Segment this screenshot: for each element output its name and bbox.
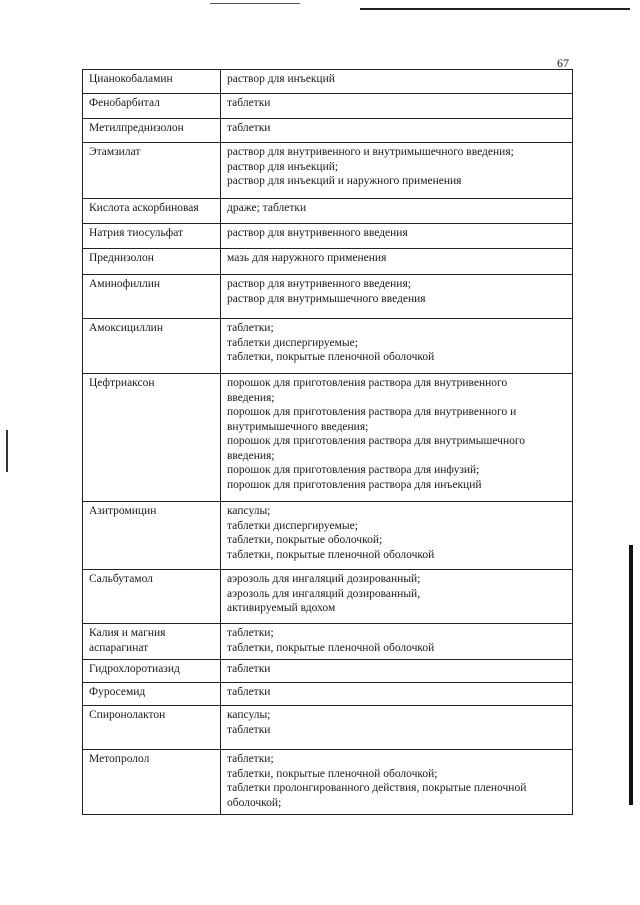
table-row <box>83 502 573 570</box>
dosage-form-cell <box>221 660 573 683</box>
dosage-form-text: раствор для внутривенного введения <box>227 227 408 239</box>
drug-name-text: Гидрохлоротиазид <box>89 663 180 675</box>
drug-name-text: Фуросемид <box>89 686 146 698</box>
dosage-form-text: таблетки; <box>227 753 274 765</box>
dosage-form-cell <box>221 706 573 750</box>
dosage-form-text: таблетки диспергируемые; <box>227 519 358 532</box>
dosage-form-cell <box>221 199 573 224</box>
dosage-form-text: таблетки диспергируемые; <box>227 336 358 349</box>
drug-name-cell <box>83 143 221 199</box>
scan-artifact-bar <box>629 545 633 805</box>
dosage-form-text: раствор для инъекций и наружного применения <box>227 175 462 187</box>
dosage-form-text: таблетки, покрытые оболочкой; <box>227 534 383 546</box>
drug-name-text: Цианокобаламин <box>89 73 173 85</box>
dosage-form-text: мазь для наружного применения <box>227 252 387 264</box>
drug-name-text: Сальбутамол <box>89 573 153 585</box>
drug-table <box>82 69 573 815</box>
dosage-form-cell <box>221 750 573 815</box>
dosage-form-text: таблетки <box>227 686 271 698</box>
table-row <box>83 94 573 119</box>
dosage-form-text: таблетки <box>227 723 271 736</box>
dosage-form-text: раствор для внутривенного введения; <box>227 278 411 290</box>
dosage-form-cell <box>221 94 573 119</box>
drug-name-text: Метопролол <box>89 753 150 765</box>
dosage-form-text: раствор для внутривенного и внутримышечного введения; <box>227 146 514 158</box>
drug-name-text: аспарагинат <box>89 641 149 654</box>
dosage-form-text: таблетки, покрытые пленочной оболочкой; <box>227 767 438 780</box>
drug-name-text: Спиронолактон <box>89 709 166 721</box>
dosage-form-text: аэрозоль для ингаляций дозированный, <box>227 587 421 600</box>
drug-name-cell <box>83 570 221 624</box>
table-row <box>83 249 573 275</box>
drug-name-text: Калия и магния <box>89 627 166 639</box>
dosage-form-text: порошок для приготовления раствора для внутривенного и <box>227 406 517 418</box>
dosage-form-text: порошок для приготовления раствора для внутримышечного <box>227 435 526 447</box>
table-row <box>83 70 573 94</box>
drug-name-text: Амоксициллин <box>89 322 163 334</box>
dosage-form-text: активируемый вдохом <box>227 602 336 614</box>
dosage-form-text: введения; <box>227 449 275 462</box>
table-row <box>83 319 573 374</box>
drug-name-cell <box>83 374 221 502</box>
dosage-form-cell <box>221 224 573 249</box>
dosage-form-text: таблетки <box>227 663 271 675</box>
dosage-form-cell <box>221 624 573 660</box>
drug-name-cell <box>83 750 221 815</box>
drug-name-cell <box>83 319 221 374</box>
drug-name-cell <box>83 706 221 750</box>
drug-name-cell <box>83 199 221 224</box>
table-row <box>83 119 573 143</box>
dosage-form-text: таблетки пролонгированного действия, покрытые пленочной <box>227 782 527 794</box>
dosage-form-text: оболочкой; <box>227 796 282 809</box>
table-row <box>83 199 573 224</box>
dosage-form-text: порошок для приготовления раствора для инфузий; <box>227 464 480 476</box>
drug-name-text: Преднизолон <box>89 252 154 264</box>
page-number: 67 <box>557 56 569 70</box>
dosage-form-cell <box>221 683 573 706</box>
table-row <box>83 660 573 683</box>
dosage-form-text: таблетки; <box>227 322 274 334</box>
dosage-form-text: таблетки, покрытые пленочной оболочкой <box>227 641 435 654</box>
drug-name-cell <box>83 249 221 275</box>
dosage-form-cell <box>221 143 573 199</box>
dosage-form-text: капсулы; <box>227 505 271 517</box>
drug-name-text: Натрия тиосульфат <box>89 227 184 239</box>
dosage-form-text: порошок для приготовления раствора для инъекций <box>227 478 482 491</box>
dosage-form-text: таблетки; <box>227 627 274 639</box>
drug-name-text: Цефтриаксон <box>89 377 155 389</box>
dosage-form-text: капсулы; <box>227 709 271 721</box>
scan-artifact-line <box>210 3 300 4</box>
drug-name-cell <box>83 119 221 143</box>
dosage-form-cell <box>221 502 573 570</box>
drug-name-cell <box>83 624 221 660</box>
drug-name-text: Кислота аскорбиновая <box>89 202 199 214</box>
table-row <box>83 570 573 624</box>
dosage-form-cell <box>221 70 573 94</box>
dosage-form-text: таблетки, покрытые пленочной оболочкой <box>227 351 435 363</box>
dosage-form-text: драже; таблетки <box>227 202 307 214</box>
drug-name-text: Фенобарбитал <box>89 97 160 109</box>
dosage-form-text: порошок для приготовления раствора для внутривенного <box>227 377 508 389</box>
scan-artifact-mark <box>6 430 8 472</box>
dosage-form-text: аэрозоль для ингаляций дозированный; <box>227 573 421 585</box>
dosage-form-text: таблетки <box>227 122 271 134</box>
drug-name-text: Азитромицин <box>89 505 157 517</box>
dosage-form-cell <box>221 275 573 319</box>
table-row <box>83 143 573 199</box>
drug-name-cell <box>83 683 221 706</box>
dosage-form-cell <box>221 119 573 143</box>
table-row <box>83 750 573 815</box>
table-row <box>83 275 573 319</box>
drug-name-text: Метилпреднизолон <box>89 122 184 134</box>
table-row <box>83 374 573 502</box>
scan-artifact-line <box>360 8 630 10</box>
dosage-form-text: таблетки <box>227 97 271 109</box>
dosage-form-text: введения; <box>227 391 275 404</box>
table-row <box>83 624 573 660</box>
drug-name-cell <box>83 70 221 94</box>
dosage-form-cell <box>221 249 573 275</box>
drug-name-text: Аминофиллин <box>89 278 161 290</box>
table-row <box>83 706 573 750</box>
dosage-form-text: внутримышечного введения; <box>227 420 369 433</box>
drug-name-cell <box>83 94 221 119</box>
drug-name-cell <box>83 660 221 683</box>
table-row <box>83 683 573 706</box>
dosage-form-text: таблетки, покрытые пленочной оболочкой <box>227 548 435 561</box>
dosage-form-cell <box>221 374 573 502</box>
dosage-form-text: раствор для инъекций <box>227 73 335 85</box>
dosage-form-cell <box>221 570 573 624</box>
table-row <box>83 224 573 249</box>
dosage-form-text: раствор для внутримышечного введения <box>227 292 426 305</box>
dosage-form-text: раствор для инъекций; <box>227 160 339 173</box>
drug-name-cell <box>83 224 221 249</box>
drug-name-cell <box>83 275 221 319</box>
drug-name-cell <box>83 502 221 570</box>
dosage-form-cell <box>221 319 573 374</box>
drug-name-text: Этамзилат <box>89 146 141 158</box>
